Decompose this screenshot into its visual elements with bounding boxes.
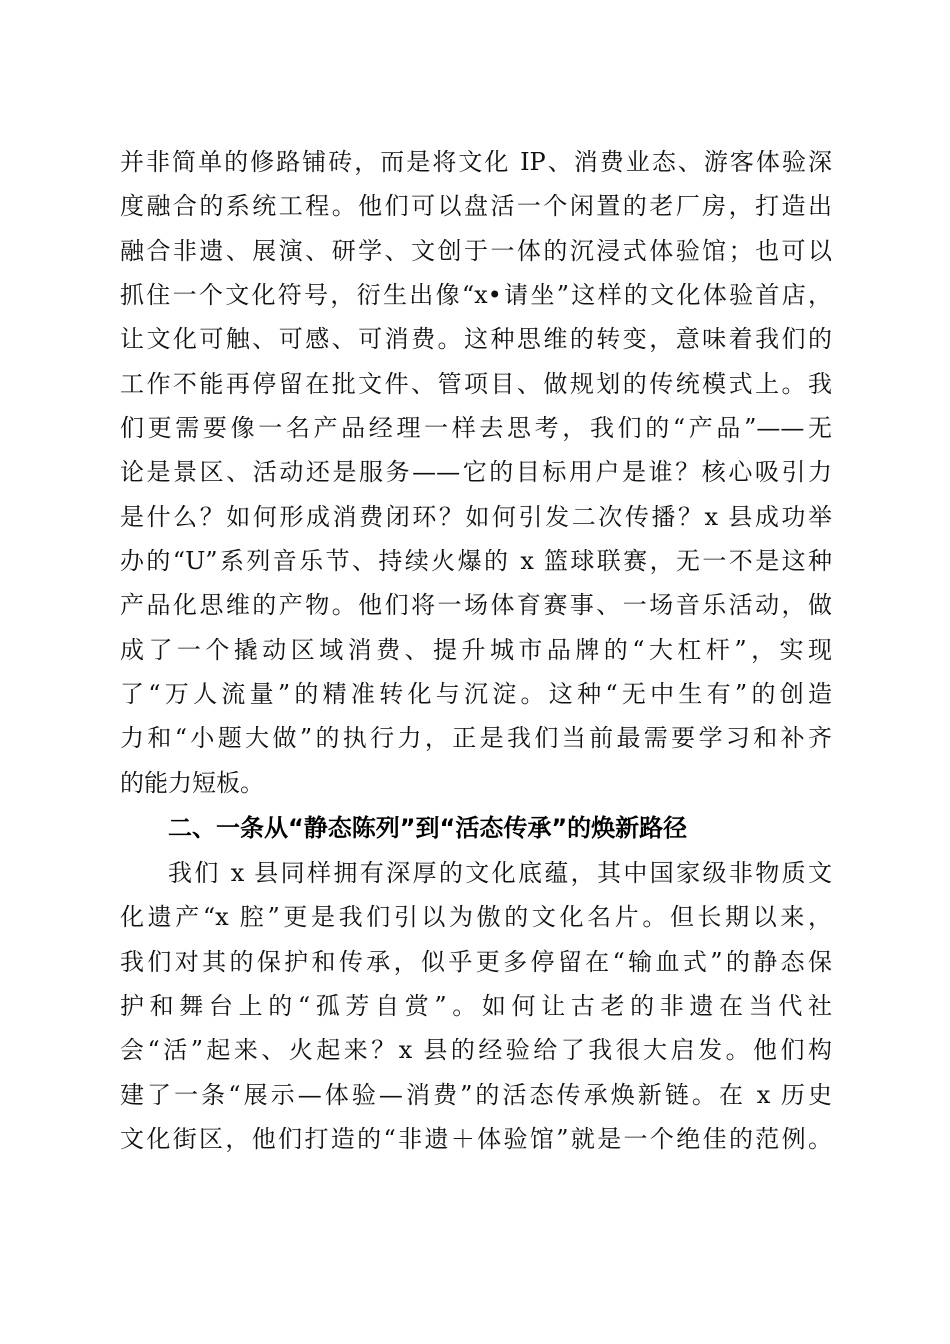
body-text-line: 我们对其的保护和传承，似乎更多停留在“输血式”的静态保	[120, 948, 832, 976]
body-text-line: 办的“U”系列音乐节、持续火爆的 x 篮球联赛，无一不是这种	[120, 547, 832, 575]
body-text-line: 度融合的系统工程。他们可以盘活一个闲置的老厂房，打造出	[120, 192, 832, 220]
body-text-line: 的能力短板。	[120, 769, 264, 797]
body-text-line: 护和舞台上的“孤芳自赏”。如何让古老的非遗在当代社	[120, 992, 832, 1020]
body-text-line: 产品化思维的产物。他们将一场体育赛事、一场音乐活动，做	[120, 591, 832, 619]
body-text-line: 会“活”起来、火起来？x 县的经验给了我很大启发。他们构	[120, 1036, 832, 1064]
body-text-line: 是什么？如何形成消费闭环？如何引发二次传播？x 县成功举	[120, 503, 832, 531]
section-heading: 二、一条从“静态陈列”到“活态传承”的焕新路径	[168, 814, 688, 842]
body-text-line: 并非简单的修路铺砖，而是将文化 IP、消费业态、游客体验深	[120, 148, 832, 176]
body-text-line: 化遗产“x 腔”更是我们引以为傲的文化名片。但长期以来，	[120, 903, 832, 931]
body-text-line: 抓住一个文化符号，衍生出像“x•请坐”这样的文化体验首店，	[120, 281, 832, 309]
body-text-line: 让文化可触、可感、可消费。这种思维的转变，意味着我们的	[120, 325, 832, 353]
body-text-line: 我们 x 县同样拥有深厚的文化底蕴，其中国家级非物质文	[168, 859, 832, 887]
body-text-line: 了“万人流量”的精准转化与沉淀。这种“无中生有”的创造	[120, 680, 832, 708]
body-text-line: 融合非遗、展演、研学、文创于一体的沉浸式体验馆；也可以	[120, 237, 832, 265]
body-text-line: 力和“小题大做”的执行力，正是我们当前最需要学习和补齐	[120, 724, 832, 752]
body-text-line: 工作不能再停留在批文件、管项目、做规划的传统模式上。我	[120, 370, 832, 398]
body-text-line: 文化街区，他们打造的“非遗＋体验馆”就是一个绝佳的范例。	[120, 1125, 832, 1153]
body-text-line: 成了一个撬动区域消费、提升城市品牌的“大杠杆”，实现	[120, 636, 832, 664]
body-text-line: 论是景区、活动还是服务——它的目标用户是谁？核心吸引力	[120, 458, 832, 486]
body-text-line: 们更需要像一名产品经理一样去思考，我们的“产品”——无	[120, 414, 832, 442]
body-text-line: 建了一条“展示—体验—消费”的活态传承焕新链。在 x 历史	[120, 1081, 832, 1109]
